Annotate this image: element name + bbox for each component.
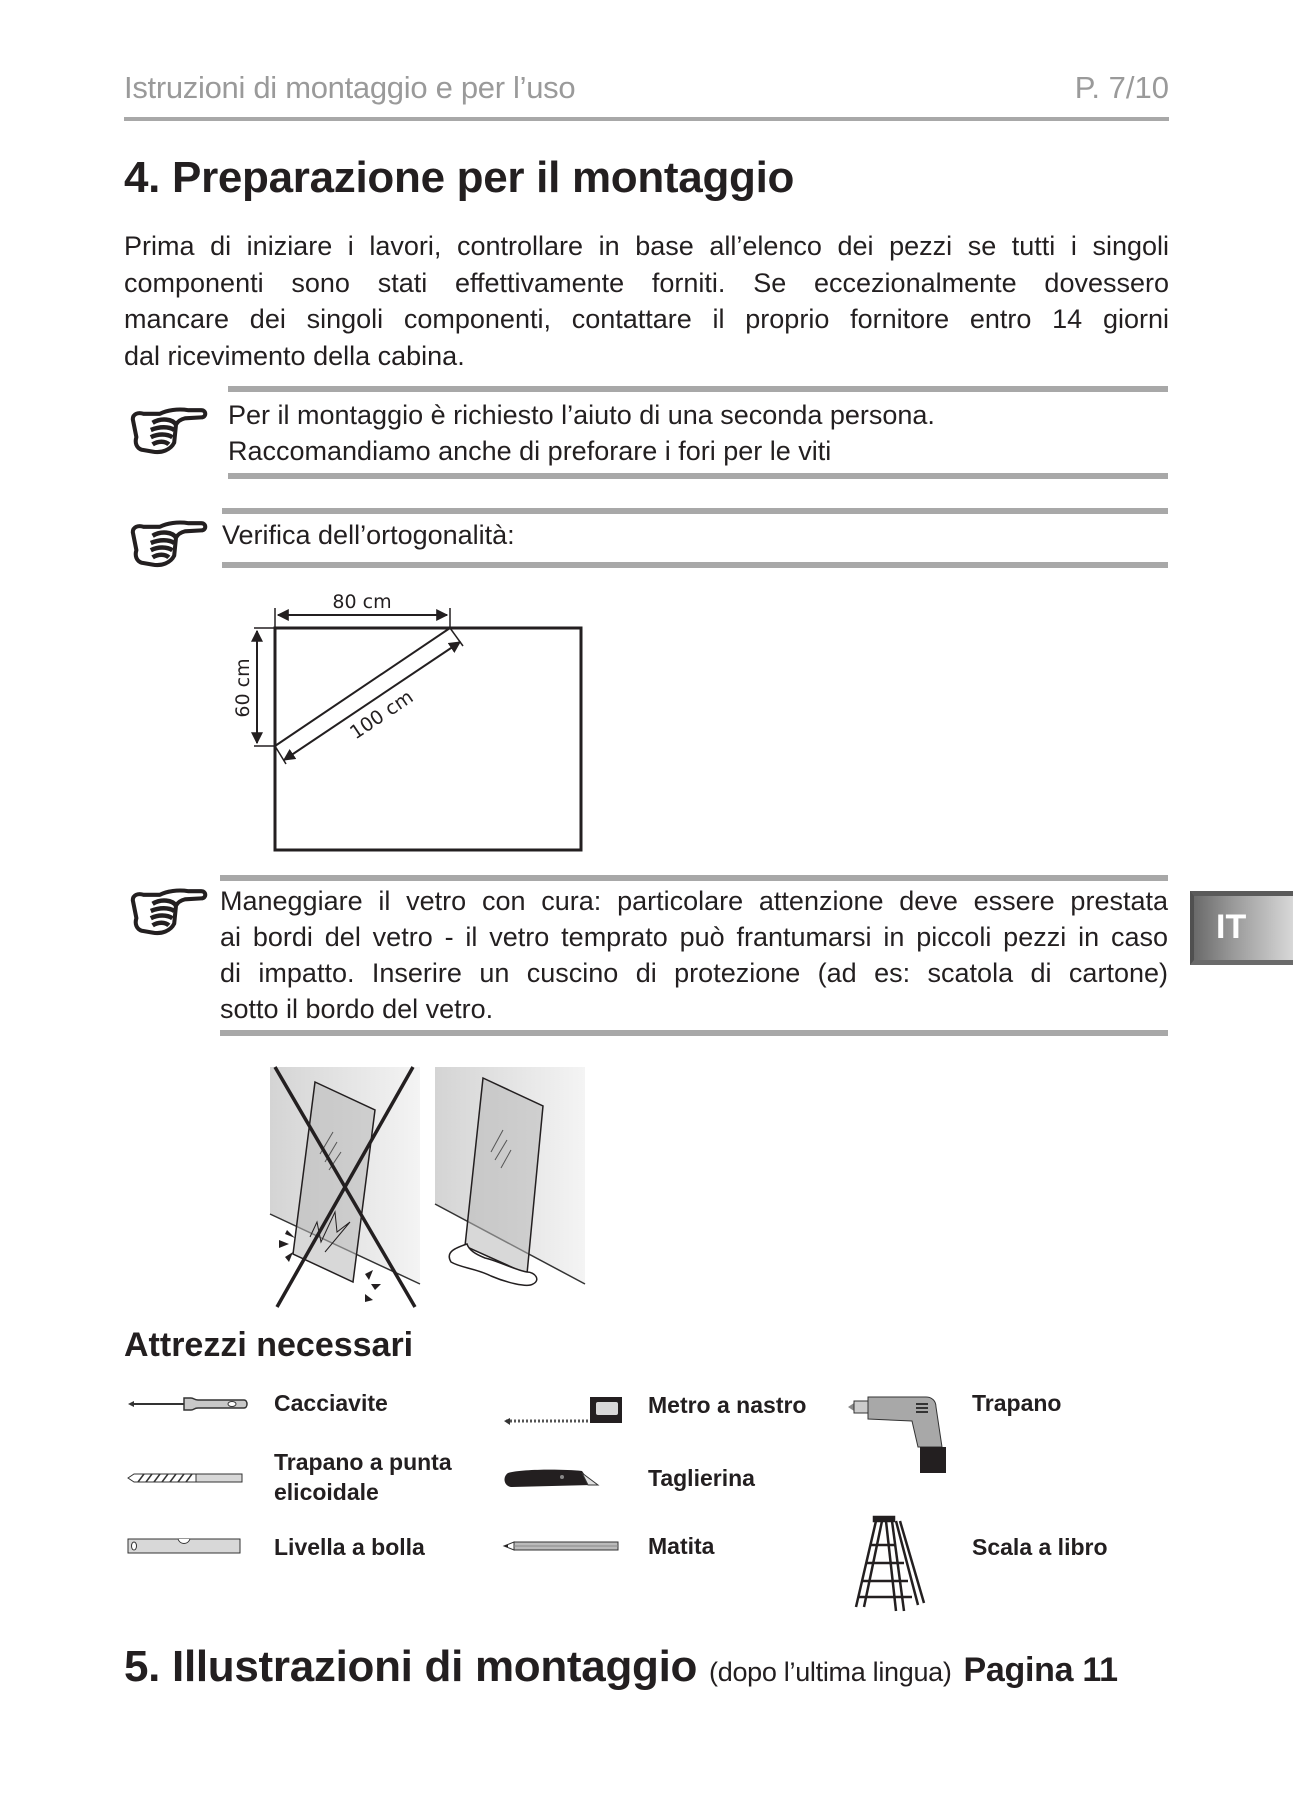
intro-line: dal ricevimento della cabina. bbox=[124, 340, 465, 371]
tool-label-twist-drill-bit bbox=[274, 1447, 452, 1507]
tool-label-line: Trapano a punta bbox=[274, 1449, 452, 1475]
note-line: Raccomandiamo anche di preforare i fori per le viti bbox=[228, 436, 832, 466]
pointing-hand-icon bbox=[122, 516, 212, 570]
section-4-title: 4. Preparazione per il montaggio bbox=[124, 153, 795, 202]
note-line: sotto il bordo del vetro. bbox=[220, 994, 494, 1024]
note-2-top-rule bbox=[222, 508, 1168, 514]
note-1-text bbox=[228, 397, 935, 469]
section-5-subtitle: (dopo l’ultima lingua) bbox=[709, 1657, 952, 1687]
pointing-hand-icon bbox=[122, 403, 212, 457]
height-label: 60 cm bbox=[232, 658, 254, 718]
correct-handling-illustration bbox=[435, 1067, 585, 1307]
tool-label-stepladder: Scala a libro bbox=[972, 1534, 1108, 1560]
note-line: ai bordi del vetro - il vetro temprato può frantumarsi in piccoli pezzi in caso bbox=[220, 922, 1168, 952]
header-divider bbox=[124, 117, 1169, 121]
note-3-text bbox=[220, 883, 1168, 1027]
language-tab[interactable] bbox=[1190, 891, 1293, 965]
tape-measure-icon bbox=[502, 1393, 624, 1429]
screwdriver-icon bbox=[126, 1393, 250, 1415]
note-line: di impatto. Inserire un cuscino di protezione (ad es: scatola di cartone) bbox=[220, 958, 1168, 988]
language-tab-label: IT bbox=[1216, 908, 1247, 946]
section-5-page-ref[interactable]: Pagina 11 bbox=[963, 1651, 1118, 1689]
note-2-bottom-rule bbox=[222, 562, 1168, 568]
note-3-top-rule bbox=[220, 875, 1168, 881]
diagonal-label: 100 cm bbox=[345, 685, 418, 745]
tool-label-drill: Trapano bbox=[972, 1390, 1062, 1416]
section-5-title: 5. Illustrazioni di montaggio bbox=[124, 1642, 698, 1691]
tool-label-pencil: Matita bbox=[648, 1533, 715, 1559]
wrong-handling-illustration bbox=[270, 1067, 420, 1307]
note-line: Maneggiare il vetro con cura: particolare attenzione deve essere prestata bbox=[220, 886, 1168, 916]
spirit-level-icon bbox=[126, 1537, 244, 1555]
section-5-heading bbox=[124, 1642, 1118, 1692]
orthogonality-diagram bbox=[220, 580, 600, 860]
tool-label-screwdriver: Cacciavite bbox=[274, 1390, 388, 1416]
glass-handling-illustrations bbox=[265, 1062, 587, 1312]
tool-label-line: elicoidale bbox=[274, 1479, 379, 1505]
pointing-hand-icon bbox=[122, 884, 212, 938]
note-line: Per il montaggio è richiesto l’aiuto di una seconda persona. bbox=[228, 400, 935, 430]
document-header-title: Istruzioni di montaggio e per l’uso bbox=[124, 70, 576, 105]
glass-panel-outline bbox=[275, 628, 581, 850]
tool-label-tape-measure: Metro a nastro bbox=[648, 1392, 807, 1418]
intro-line: mancare dei singoli componenti, contattare il proprio fornitore entro 14 giorni bbox=[124, 304, 1169, 334]
note-3-bottom-rule bbox=[220, 1030, 1168, 1036]
intro-line: componenti sono stati effettivamente forniti. Se eccezionalmente dovessero bbox=[124, 267, 1169, 298]
intro-line: Prima di iniziare i lavori, controllare in base all’elenco dei pezzi se tutti i singoli bbox=[124, 231, 1169, 261]
note-1-bottom-rule bbox=[228, 473, 1168, 479]
utility-knife-icon bbox=[502, 1465, 602, 1491]
note-1-top-rule bbox=[228, 386, 1168, 392]
twist-drill-bit-icon bbox=[126, 1472, 244, 1484]
note-2-text bbox=[222, 517, 515, 553]
drill-icon bbox=[846, 1393, 950, 1475]
diagonal-dimension-line bbox=[284, 642, 460, 760]
dimension-tick bbox=[275, 746, 286, 764]
tool-label-spirit-level: Livella a bolla bbox=[274, 1534, 425, 1560]
tools-section-title: Attrezzi necessari bbox=[124, 1326, 414, 1364]
width-label: 80 cm bbox=[332, 591, 392, 613]
stepladder-icon bbox=[852, 1515, 932, 1615]
note-line: Verifica dell’ortogonalità: bbox=[222, 520, 515, 550]
tool-label-utility-knife: Taglierina bbox=[648, 1465, 755, 1491]
pencil-icon bbox=[502, 1540, 620, 1552]
page-number: P. 7/10 bbox=[1074, 70, 1169, 105]
intro-paragraph bbox=[124, 228, 1169, 374]
